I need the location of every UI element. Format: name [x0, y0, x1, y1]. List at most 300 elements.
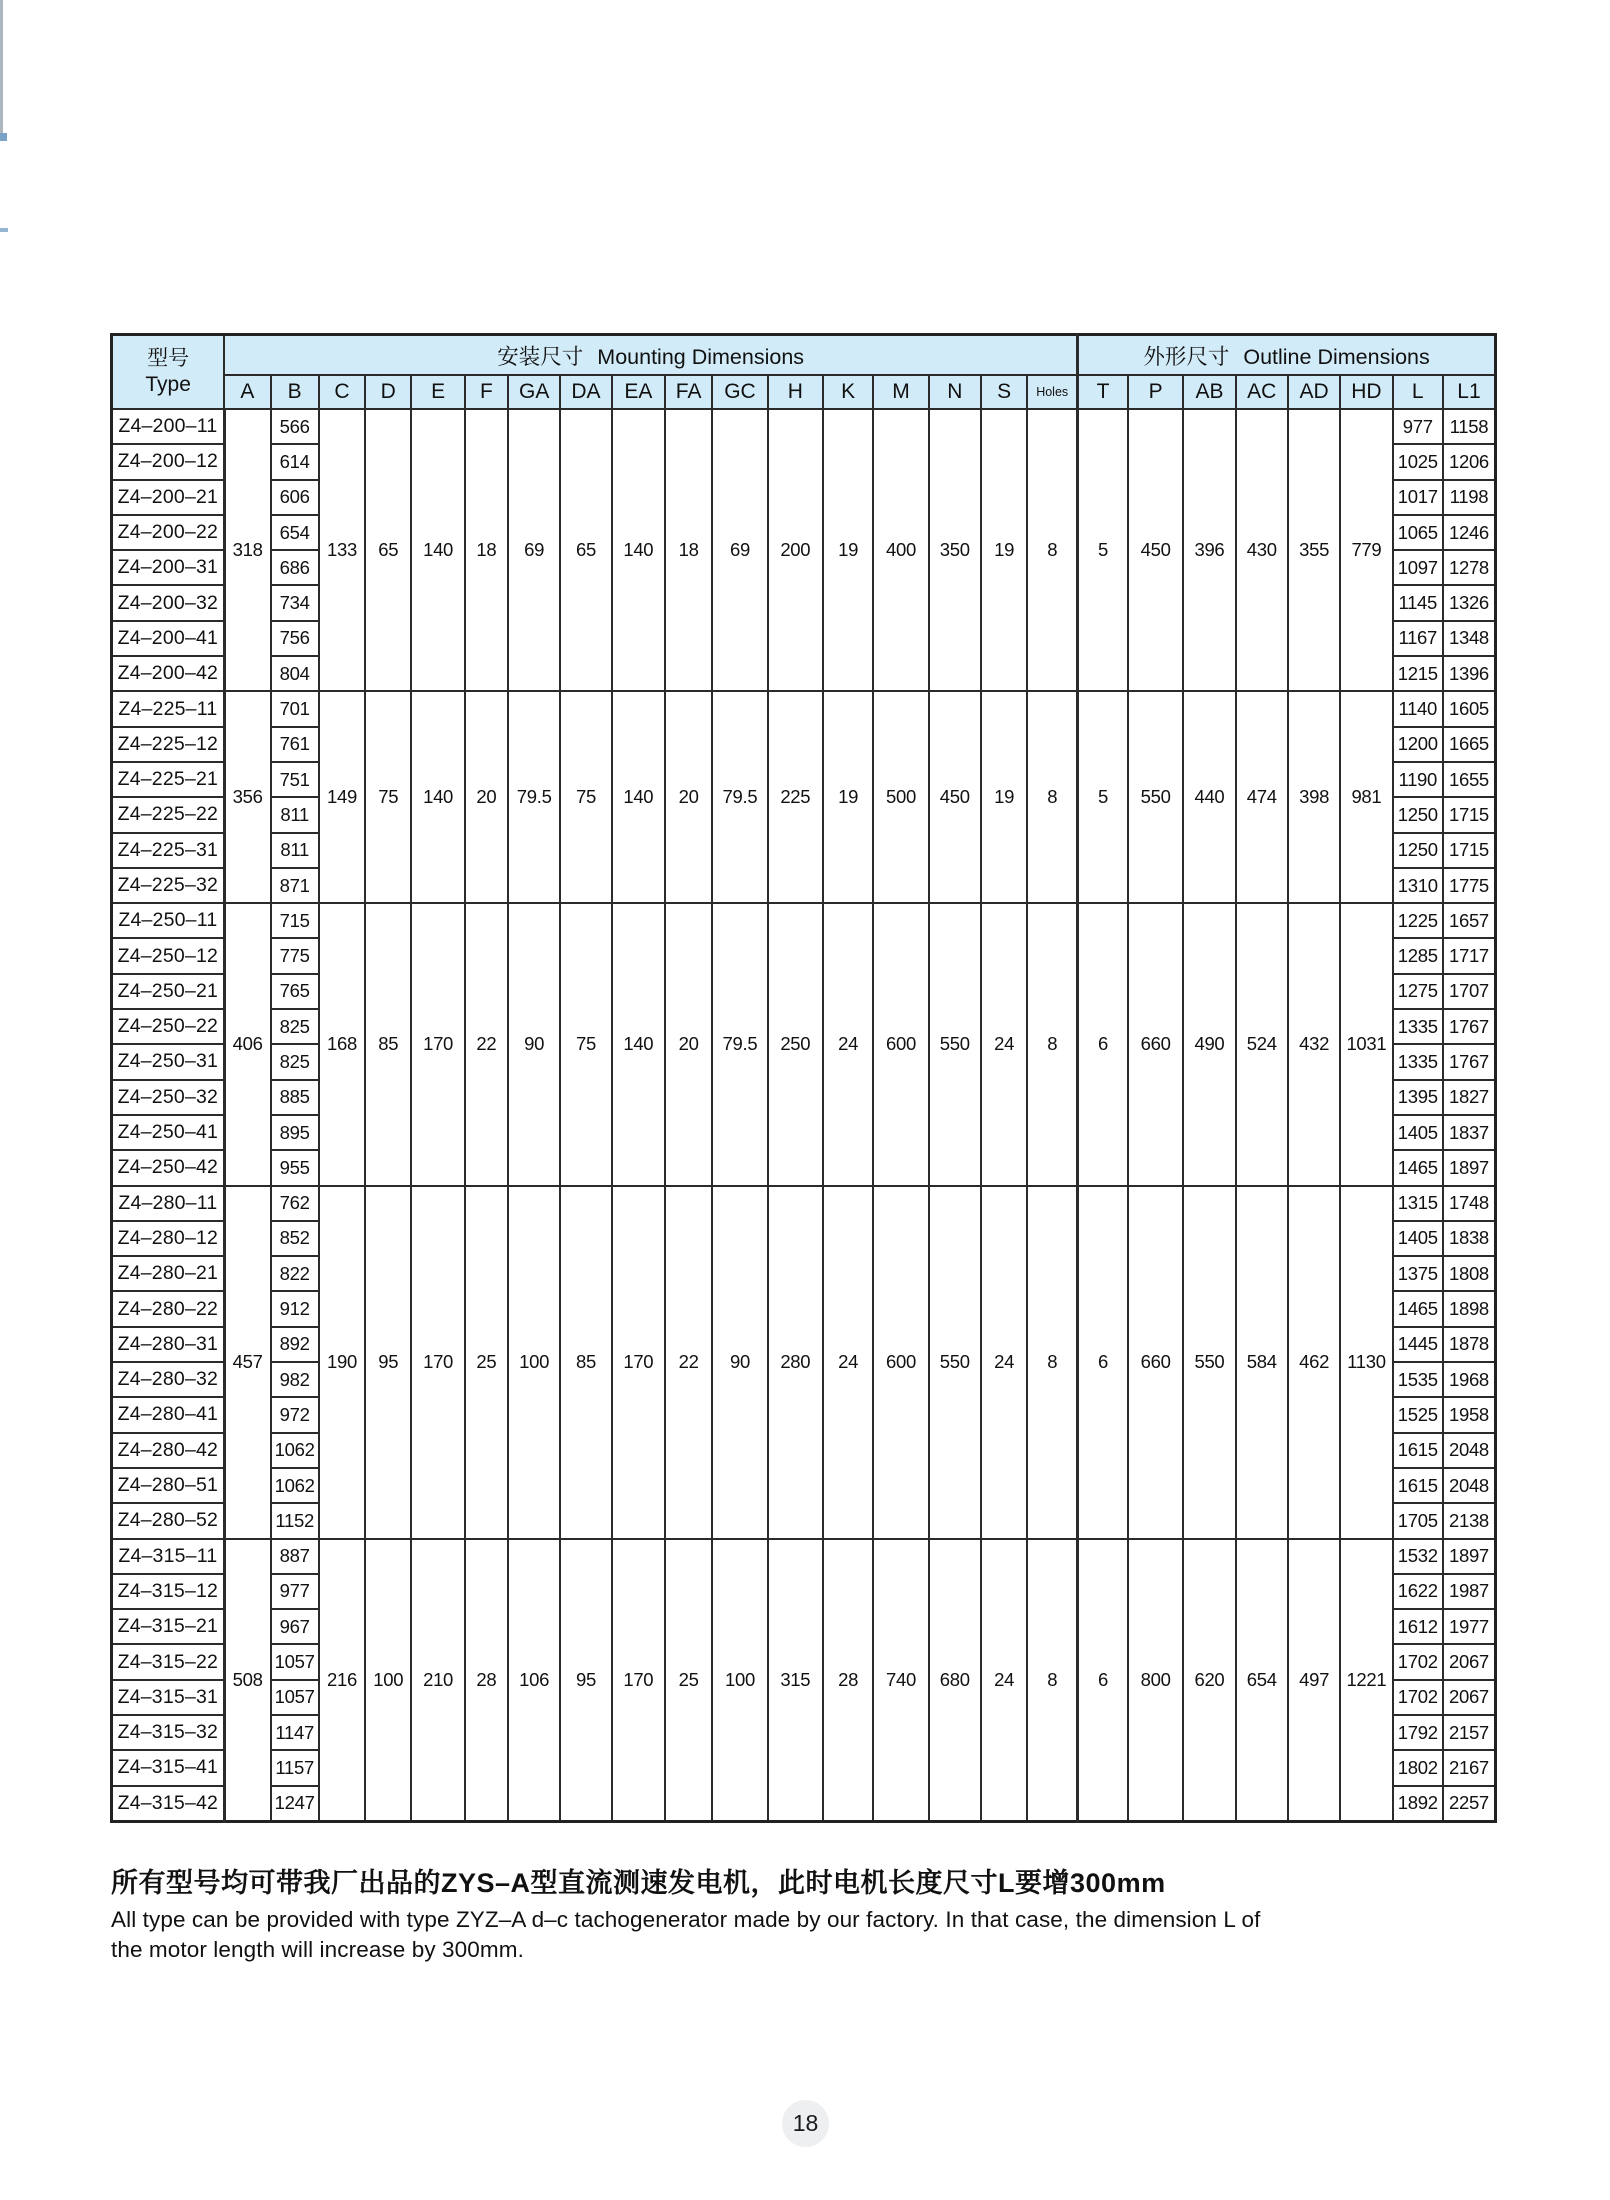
- dim-cell-l: 1275: [1393, 974, 1443, 1009]
- dim-cell-hd: 981: [1340, 691, 1392, 903]
- dim-cell-b: 895: [271, 1115, 319, 1150]
- dim-cell-l: 1167: [1393, 621, 1443, 656]
- dim-cell-l1: 1767: [1443, 1044, 1496, 1079]
- dim-cell-b: 1247: [271, 1786, 319, 1822]
- dim-cell-h: 200: [768, 409, 823, 691]
- dim-cell-l1: 1827: [1443, 1080, 1496, 1115]
- dim-cell-l: 1190: [1393, 762, 1443, 797]
- dim-cell-hd: 779: [1340, 409, 1392, 691]
- dim-cell-l: 1395: [1393, 1080, 1443, 1115]
- dim-cell-c: 216: [319, 1539, 365, 1822]
- dim-cell-fa: 20: [665, 691, 712, 903]
- dim-cell-l1: 1665: [1443, 727, 1496, 762]
- dim-cell-l: 1705: [1393, 1503, 1443, 1538]
- dim-cell-fa: 18: [665, 409, 712, 691]
- dim-cell-e: 140: [411, 691, 464, 903]
- type-cell: Z4–280–11: [112, 1186, 225, 1221]
- dim-cell-l1: 1158: [1443, 409, 1496, 444]
- dim-cell-ad: 497: [1288, 1539, 1340, 1822]
- dim-cell-p: 660: [1128, 1186, 1183, 1539]
- dim-cell-l: 1702: [1393, 1644, 1443, 1679]
- dim-cell-d: 75: [365, 691, 411, 903]
- dim-cell-l: 977: [1393, 409, 1443, 444]
- dim-cell-l1: 1748: [1443, 1186, 1496, 1221]
- dim-cell-l1: 1206: [1443, 444, 1496, 479]
- dim-cell-e: 170: [411, 903, 464, 1185]
- dim-cell-gc: 79.5: [712, 691, 767, 903]
- dim-cell-d: 95: [365, 1186, 411, 1539]
- dim-cell-p: 550: [1128, 691, 1183, 903]
- dim-cell-l1: 1767: [1443, 1009, 1496, 1044]
- dim-cell-l1: 2138: [1443, 1503, 1496, 1538]
- dim-cell-k: 19: [823, 409, 873, 691]
- header-band-row: [112, 335, 1496, 376]
- dim-cell-a: 356: [224, 691, 270, 903]
- dim-cell-k: 24: [823, 1186, 873, 1539]
- dim-cell-a: 508: [224, 1539, 270, 1822]
- dim-cell-ab: 490: [1183, 903, 1235, 1185]
- dim-cell-n: 550: [929, 1186, 981, 1539]
- dim-cell-b: 761: [271, 727, 319, 762]
- dim-cell-ab: 620: [1183, 1539, 1235, 1822]
- dim-cell-b: 566: [271, 409, 319, 444]
- dim-cell-ga: 69: [508, 409, 560, 691]
- dim-cell-fa: 22: [665, 1186, 712, 1539]
- dim-cell-hd: 1130: [1340, 1186, 1392, 1539]
- dim-cell-m: 400: [873, 409, 928, 691]
- type-header-cn: 型号: [147, 346, 190, 370]
- table-body: [112, 409, 1496, 1821]
- dim-cell-l: 1405: [1393, 1221, 1443, 1256]
- dim-cell-b: 614: [271, 444, 319, 479]
- page-edge-mark-tick: [0, 228, 8, 232]
- type-cell: Z4–225–12: [112, 727, 225, 762]
- type-cell: Z4–280–21: [112, 1256, 225, 1291]
- dim-cell-l1: 1898: [1443, 1291, 1496, 1326]
- dim-cell-l1: 2257: [1443, 1786, 1496, 1822]
- dim-cell-ea: 170: [612, 1186, 665, 1539]
- dim-cell-l: 1702: [1393, 1680, 1443, 1715]
- type-cell: Z4–200–22: [112, 515, 225, 550]
- table-row: [112, 1539, 1496, 1574]
- dim-cell-da: 85: [560, 1186, 611, 1539]
- dim-cell-b: 977: [271, 1574, 319, 1609]
- dim-cell-l1: 1878: [1443, 1327, 1496, 1362]
- dim-cell-k: 19: [823, 691, 873, 903]
- dim-cell-l1: 1396: [1443, 656, 1496, 691]
- type-cell: Z4–250–41: [112, 1115, 225, 1150]
- column-header-t: T: [1078, 375, 1128, 409]
- dim-cell-s: 24: [981, 1539, 1027, 1822]
- dim-cell-b: 1057: [271, 1680, 319, 1715]
- table-row: [112, 1186, 1496, 1221]
- dim-cell-f: 20: [465, 691, 508, 903]
- column-header-ab: AB: [1183, 375, 1235, 409]
- dim-cell-hd: 1031: [1340, 903, 1392, 1185]
- dim-cell-b: 1057: [271, 1644, 319, 1679]
- dim-cell-c: 149: [319, 691, 365, 903]
- type-cell: Z4–315–42: [112, 1786, 225, 1822]
- dim-cell-l: 1097: [1393, 550, 1443, 585]
- dim-cell-b: 756: [271, 621, 319, 656]
- type-cell: Z4–200–11: [112, 409, 225, 444]
- dim-cell-s: 24: [981, 903, 1027, 1185]
- column-header-m: M: [873, 375, 928, 409]
- page-number-value: 18: [792, 2110, 819, 2136]
- dim-cell-c: 133: [319, 409, 365, 691]
- column-header-f: F: [465, 375, 508, 409]
- type-cell: Z4–200–42: [112, 656, 225, 691]
- dim-cell-l1: 2167: [1443, 1750, 1496, 1785]
- column-header-k: K: [823, 375, 873, 409]
- dim-cell-l: 1375: [1393, 1256, 1443, 1291]
- column-header-ga: GA: [508, 375, 560, 409]
- dim-cell-b: 734: [271, 585, 319, 620]
- dimensions-table: [110, 333, 1497, 1823]
- type-cell: Z4–315–22: [112, 1644, 225, 1679]
- table-header: [112, 335, 1496, 410]
- dim-cell-b: 751: [271, 762, 319, 797]
- dim-cell-gc: 79.5: [712, 903, 767, 1185]
- dim-cell-b: 811: [271, 833, 319, 868]
- type-cell: Z4–280–31: [112, 1327, 225, 1362]
- column-header-hd: HD: [1340, 375, 1392, 409]
- dim-cell-b: 1147: [271, 1715, 319, 1750]
- column-header-c: C: [319, 375, 365, 409]
- type-cell: Z4–280–32: [112, 1362, 225, 1397]
- dim-cell-l1: 1246: [1443, 515, 1496, 550]
- column-header-ad: AD: [1288, 375, 1340, 409]
- dim-cell-p: 450: [1128, 409, 1183, 691]
- dim-cell-l: 1145: [1393, 585, 1443, 620]
- dim-cell-ac: 474: [1236, 691, 1288, 903]
- type-cell: Z4–200–12: [112, 444, 225, 479]
- dim-cell-l1: 2157: [1443, 1715, 1496, 1750]
- dim-cell-l: 1465: [1393, 1291, 1443, 1326]
- dim-cell-l: 1802: [1393, 1750, 1443, 1785]
- column-header-a: A: [224, 375, 270, 409]
- dim-cell-ad: 398: [1288, 691, 1340, 903]
- type-cell: Z4–225–22: [112, 797, 225, 832]
- type-cell: Z4–280–22: [112, 1291, 225, 1326]
- dim-cell-l1: 1977: [1443, 1609, 1496, 1644]
- dim-cell-b: 765: [271, 974, 319, 1009]
- type-cell: Z4–225–31: [112, 833, 225, 868]
- dim-cell-m: 740: [873, 1539, 928, 1822]
- column-header-b: B: [271, 375, 319, 409]
- dim-cell-l1: 1326: [1443, 585, 1496, 620]
- dim-cell-m: 500: [873, 691, 928, 903]
- type-cell: Z4–280–52: [112, 1503, 225, 1538]
- dim-cell-l: 1532: [1393, 1539, 1443, 1574]
- dim-cell-l1: 1968: [1443, 1362, 1496, 1397]
- dim-cell-n: 550: [929, 903, 981, 1185]
- dim-cell-a: 457: [224, 1186, 270, 1539]
- dim-cell-t: 6: [1078, 1539, 1128, 1822]
- type-header-en: Type: [145, 373, 191, 396]
- type-column-header: [112, 335, 225, 410]
- dim-cell-l: 1535: [1393, 1362, 1443, 1397]
- dim-cell-t: 6: [1078, 903, 1128, 1185]
- dim-cell-b: 775: [271, 938, 319, 973]
- type-cell: Z4–280–51: [112, 1468, 225, 1503]
- dim-cell-b: 967: [271, 1609, 319, 1644]
- dim-cell-l1: 1278: [1443, 550, 1496, 585]
- type-cell: Z4–315–11: [112, 1539, 225, 1574]
- dim-cell-ab: 440: [1183, 691, 1235, 903]
- dim-cell-da: 75: [560, 691, 611, 903]
- dim-cell-hd: 1221: [1340, 1539, 1392, 1822]
- dim-cell-e: 140: [411, 409, 464, 691]
- column-header-s: S: [981, 375, 1027, 409]
- column-header-gc: GC: [712, 375, 767, 409]
- dim-cell-ea: 140: [612, 691, 665, 903]
- dim-cell-l1: 1808: [1443, 1256, 1496, 1291]
- dim-cell-l1: 1837: [1443, 1115, 1496, 1150]
- type-cell: Z4–250–32: [112, 1080, 225, 1115]
- dim-cell-l: 1525: [1393, 1397, 1443, 1432]
- dim-cell-l: 1310: [1393, 868, 1443, 903]
- dim-cell-l: 1335: [1393, 1044, 1443, 1079]
- dim-cell-ab: 396: [1183, 409, 1235, 691]
- dim-cell-b: 686: [271, 550, 319, 585]
- dim-cell-l: 1335: [1393, 1009, 1443, 1044]
- dim-cell-m: 600: [873, 903, 928, 1185]
- dim-cell-k: 24: [823, 903, 873, 1185]
- column-header-l1: L1: [1443, 375, 1496, 409]
- dim-cell-gc: 90: [712, 1186, 767, 1539]
- type-cell: Z4–250–21: [112, 974, 225, 1009]
- type-cell: Z4–280–42: [112, 1433, 225, 1468]
- dim-cell-b: 825: [271, 1044, 319, 1079]
- dim-cell-b: 1062: [271, 1433, 319, 1468]
- dim-cell-a: 318: [224, 409, 270, 691]
- dim-cell-holes: 8: [1027, 691, 1077, 903]
- dim-cell-b: 811: [271, 797, 319, 832]
- dim-cell-b: 825: [271, 1009, 319, 1044]
- outline-header-en: Outline Dimensions: [1243, 344, 1430, 369]
- dim-cell-b: 701: [271, 691, 319, 726]
- type-cell: Z4–200–31: [112, 550, 225, 585]
- dim-cell-b: 885: [271, 1080, 319, 1115]
- dim-cell-l: 1465: [1393, 1150, 1443, 1185]
- dim-cell-f: 18: [465, 409, 508, 691]
- dim-cell-t: 5: [1078, 691, 1128, 903]
- dim-cell-h: 315: [768, 1539, 823, 1822]
- type-cell: Z4–315–12: [112, 1574, 225, 1609]
- dim-cell-da: 75: [560, 903, 611, 1185]
- dim-cell-h: 280: [768, 1186, 823, 1539]
- dim-cell-s: 24: [981, 1186, 1027, 1539]
- dim-cell-b: 955: [271, 1150, 319, 1185]
- dim-cell-p: 800: [1128, 1539, 1183, 1822]
- dim-cell-l: 1065: [1393, 515, 1443, 550]
- dim-cell-ac: 654: [1236, 1539, 1288, 1822]
- dim-cell-l: 1615: [1393, 1468, 1443, 1503]
- page-edge-mark-strip: [0, 0, 3, 138]
- dim-cell-k: 28: [823, 1539, 873, 1822]
- dim-cell-l1: 1897: [1443, 1539, 1496, 1574]
- dim-cell-h: 250: [768, 903, 823, 1185]
- type-cell: Z4–280–12: [112, 1221, 225, 1256]
- column-letters-row: [112, 375, 1496, 409]
- type-cell: Z4–315–32: [112, 1715, 225, 1750]
- dim-cell-l: 1025: [1393, 444, 1443, 479]
- dim-cell-da: 95: [560, 1539, 611, 1822]
- dim-cell-l1: 1715: [1443, 797, 1496, 832]
- type-cell: Z4–225–32: [112, 868, 225, 903]
- dim-cell-ad: 432: [1288, 903, 1340, 1185]
- dim-cell-da: 65: [560, 409, 611, 691]
- dim-cell-l: 1315: [1393, 1186, 1443, 1221]
- type-cell: Z4–200–21: [112, 480, 225, 515]
- mounting-header-cn: 安装尺寸: [497, 344, 584, 369]
- dim-cell-ea: 170: [612, 1539, 665, 1822]
- dim-cell-l: 1285: [1393, 938, 1443, 973]
- dim-cell-ea: 140: [612, 903, 665, 1185]
- type-cell: Z4–225–11: [112, 691, 225, 726]
- dim-cell-c: 168: [319, 903, 365, 1185]
- dim-cell-p: 660: [1128, 903, 1183, 1185]
- dim-cell-l: 1792: [1393, 1715, 1443, 1750]
- dim-cell-b: 852: [271, 1221, 319, 1256]
- column-header-ea: EA: [612, 375, 665, 409]
- column-header-l: L: [1393, 375, 1443, 409]
- dim-cell-fa: 20: [665, 903, 712, 1185]
- dim-cell-t: 5: [1078, 409, 1128, 691]
- note-english: All type can be provided with type ZYZ–A d–c tachogenerator made by our factory. In that case, the dimension L of the motor length will increase by 300mm.: [111, 1906, 1261, 1962]
- column-header-da: DA: [560, 375, 611, 409]
- mounting-header-en: Mounting Dimensions: [597, 344, 805, 369]
- dim-cell-l1: 1348: [1443, 621, 1496, 656]
- dim-cell-n: 680: [929, 1539, 981, 1822]
- dim-cell-ga: 79.5: [508, 691, 560, 903]
- dim-cell-b: 762: [271, 1186, 319, 1221]
- dim-cell-b: 1152: [271, 1503, 319, 1538]
- type-cell: Z4–250–42: [112, 1150, 225, 1185]
- dim-cell-l1: 1775: [1443, 868, 1496, 903]
- type-cell: Z4–200–41: [112, 621, 225, 656]
- dim-cell-l1: 2067: [1443, 1644, 1496, 1679]
- dim-cell-ad: 355: [1288, 409, 1340, 691]
- dim-cell-l1: 1838: [1443, 1221, 1496, 1256]
- dim-cell-b: 822: [271, 1256, 319, 1291]
- column-header-e: E: [411, 375, 464, 409]
- dim-cell-l: 1622: [1393, 1574, 1443, 1609]
- dim-cell-l: 1445: [1393, 1327, 1443, 1362]
- dim-cell-d: 100: [365, 1539, 411, 1822]
- dim-cell-l: 1200: [1393, 727, 1443, 762]
- type-cell: Z4–250–22: [112, 1009, 225, 1044]
- dim-cell-e: 210: [411, 1539, 464, 1822]
- type-cell: Z4–315–31: [112, 1680, 225, 1715]
- dim-cell-l: 1250: [1393, 833, 1443, 868]
- dim-cell-l1: 1707: [1443, 974, 1496, 1009]
- dim-cell-ad: 462: [1288, 1186, 1340, 1539]
- dim-cell-e: 170: [411, 1186, 464, 1539]
- type-cell: Z4–250–11: [112, 903, 225, 938]
- type-cell: Z4–250–31: [112, 1044, 225, 1079]
- dim-cell-n: 350: [929, 409, 981, 691]
- dim-cell-l1: 1605: [1443, 691, 1496, 726]
- dim-cell-d: 65: [365, 409, 411, 691]
- dim-cell-l1: 2067: [1443, 1680, 1496, 1715]
- page-edge-mark-tick: [0, 133, 7, 141]
- table-row: [112, 903, 1496, 938]
- dim-cell-a: 406: [224, 903, 270, 1185]
- dim-cell-l: 1017: [1393, 480, 1443, 515]
- column-header-d: D: [365, 375, 411, 409]
- dim-cell-b: 972: [271, 1397, 319, 1432]
- dim-cell-f: 25: [465, 1186, 508, 1539]
- dim-cell-c: 190: [319, 1186, 365, 1539]
- dim-cell-d: 85: [365, 903, 411, 1185]
- dim-cell-l: 1225: [1393, 903, 1443, 938]
- dim-cell-b: 871: [271, 868, 319, 903]
- dim-cell-l1: 2048: [1443, 1433, 1496, 1468]
- mounting-dimensions-header: [224, 335, 1077, 376]
- outline-header-cn: 外形尺寸: [1143, 344, 1230, 369]
- dim-cell-gc: 69: [712, 409, 767, 691]
- dim-cell-holes: 8: [1027, 903, 1077, 1185]
- column-header-fa: FA: [665, 375, 712, 409]
- dim-cell-l1: 2048: [1443, 1468, 1496, 1503]
- dim-cell-b: 912: [271, 1291, 319, 1326]
- dim-cell-l: 1615: [1393, 1433, 1443, 1468]
- dim-cell-b: 804: [271, 656, 319, 691]
- table-row: [112, 409, 1496, 444]
- type-cell: Z4–315–41: [112, 1750, 225, 1785]
- dim-cell-ab: 550: [1183, 1186, 1235, 1539]
- dim-cell-n: 450: [929, 691, 981, 903]
- dim-cell-b: 892: [271, 1327, 319, 1362]
- dim-cell-l1: 1717: [1443, 938, 1496, 973]
- column-header-holes: Holes: [1027, 375, 1077, 409]
- dim-cell-b: 1062: [271, 1468, 319, 1503]
- dim-cell-l: 1140: [1393, 691, 1443, 726]
- dim-cell-l1: 1715: [1443, 833, 1496, 868]
- dim-cell-holes: 8: [1027, 1539, 1077, 1822]
- dim-cell-l: 1215: [1393, 656, 1443, 691]
- dim-cell-b: 654: [271, 515, 319, 550]
- dim-cell-holes: 8: [1027, 1186, 1077, 1539]
- dim-cell-ga: 106: [508, 1539, 560, 1822]
- dim-cell-ga: 90: [508, 903, 560, 1185]
- outline-dimensions-header: [1078, 335, 1496, 376]
- dim-cell-b: 1157: [271, 1750, 319, 1785]
- dim-cell-f: 28: [465, 1539, 508, 1822]
- dim-cell-b: 715: [271, 903, 319, 938]
- type-cell: Z4–250–12: [112, 938, 225, 973]
- dim-cell-ac: 430: [1236, 409, 1288, 691]
- type-cell: Z4–225–21: [112, 762, 225, 797]
- dim-cell-h: 225: [768, 691, 823, 903]
- dim-cell-l: 1250: [1393, 797, 1443, 832]
- dim-cell-holes: 8: [1027, 409, 1077, 691]
- column-header-ac: AC: [1236, 375, 1288, 409]
- page-number: [782, 2100, 829, 2147]
- dim-cell-m: 600: [873, 1186, 928, 1539]
- dim-cell-ga: 100: [508, 1186, 560, 1539]
- dim-cell-l1: 1655: [1443, 762, 1496, 797]
- dim-cell-f: 22: [465, 903, 508, 1185]
- dim-cell-l: 1405: [1393, 1115, 1443, 1150]
- dim-cell-ac: 524: [1236, 903, 1288, 1185]
- dim-cell-b: 606: [271, 480, 319, 515]
- dim-cell-t: 6: [1078, 1186, 1128, 1539]
- dim-cell-l1: 1657: [1443, 903, 1496, 938]
- column-header-h: H: [768, 375, 823, 409]
